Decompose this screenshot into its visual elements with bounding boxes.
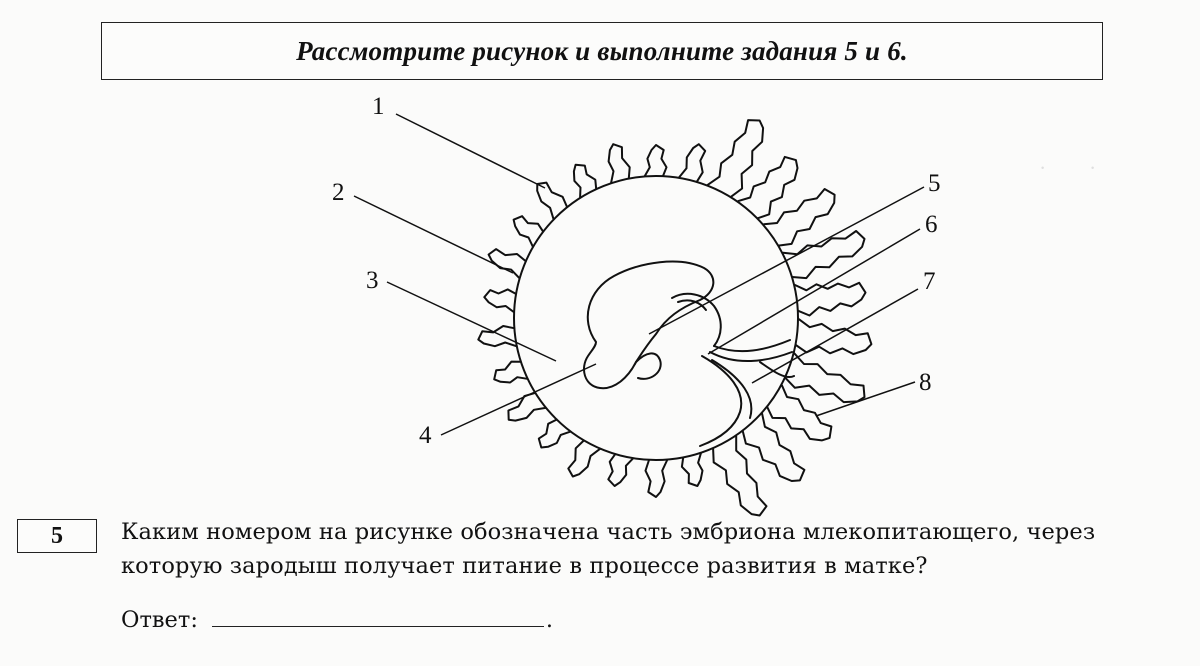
villus <box>646 460 668 497</box>
task-number-box <box>17 519 97 553</box>
leader-3 <box>387 282 556 361</box>
villus <box>478 326 516 346</box>
allantois <box>700 356 741 446</box>
villus <box>795 283 866 316</box>
villus <box>679 144 705 182</box>
yolk-stalk <box>714 340 790 351</box>
villus <box>484 289 516 312</box>
question-line-1: Каким номером на рисунке обозначена часть эмбриона млекопитающего, через <box>121 519 1096 545</box>
leader-1 <box>396 114 545 188</box>
leader-5 <box>649 187 924 334</box>
instruction-text: Рассмотрите рисунок и выполните задания 5 и 6. <box>296 35 908 66</box>
question-line-2: которую зародыш получает питание в процессе развития в матке? <box>121 553 928 579</box>
answer-row <box>121 602 553 633</box>
callout-label: 4 <box>419 422 432 449</box>
villus <box>785 353 864 402</box>
question-text <box>121 515 1191 583</box>
answer-label: Ответ: <box>121 607 198 633</box>
leader-8 <box>816 382 915 416</box>
villus <box>537 183 567 220</box>
chorion-ring <box>514 176 798 460</box>
villus <box>574 165 596 198</box>
villus <box>645 145 667 176</box>
leader-7 <box>752 289 918 383</box>
callout-label: 6 <box>925 211 938 238</box>
task-number: 5 <box>51 522 63 549</box>
villus <box>508 393 545 421</box>
callout-label: 7 <box>923 268 936 295</box>
villus <box>783 231 864 278</box>
villus <box>608 454 633 486</box>
callout-label: 5 <box>928 170 941 197</box>
embryo-body <box>584 262 713 389</box>
chorionic-villi <box>478 120 871 515</box>
villus <box>764 189 835 246</box>
villus <box>682 453 703 486</box>
villus <box>539 420 570 448</box>
leader-6 <box>708 229 920 354</box>
callout-label: 1 <box>372 93 385 120</box>
leader-4 <box>441 364 596 435</box>
answer-blank[interactable] <box>212 602 544 627</box>
leader-2 <box>354 196 513 273</box>
reverse-side-bleed: . . <box>1040 150 1096 174</box>
villus <box>514 216 544 246</box>
callout-lines <box>354 114 924 435</box>
answer-period: . <box>545 607 554 633</box>
villus <box>609 144 630 183</box>
callout-label: 2 <box>332 179 345 206</box>
callout-label: 8 <box>919 369 932 396</box>
callout-label: 3 <box>366 267 379 294</box>
